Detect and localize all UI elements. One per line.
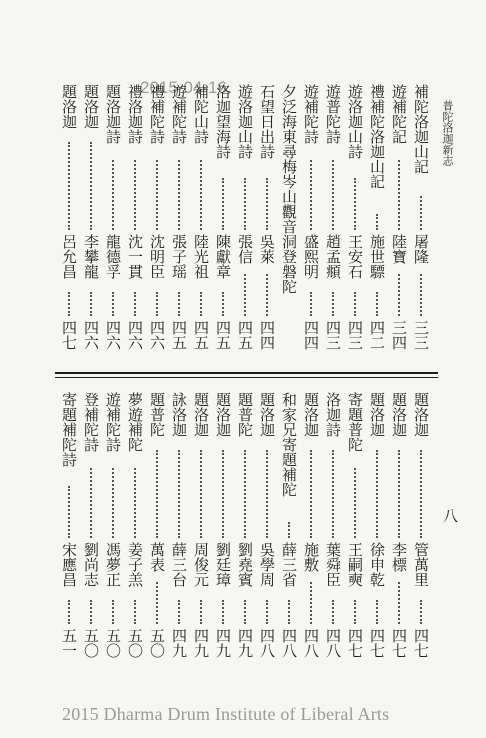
entry-title: 遊補陀詩 xyxy=(302,84,320,144)
entry-page-number: 四九 xyxy=(236,628,254,658)
toc-entry xyxy=(126,392,144,667)
toc-bottom-block xyxy=(0,392,486,692)
leader-dots xyxy=(376,600,380,624)
entry-page-number: 四七 xyxy=(412,628,430,658)
toc-entry xyxy=(324,84,342,359)
toc-entry xyxy=(258,84,276,359)
entry-page-number: 四八 xyxy=(324,628,342,658)
leader-dots xyxy=(112,600,116,624)
entry-page-number: 四六 xyxy=(104,320,122,350)
leader-dots xyxy=(288,522,292,538)
leader-dots xyxy=(288,600,292,624)
entry-author: 管萬里 xyxy=(412,542,430,587)
leader-dots xyxy=(178,450,182,538)
entry-page-number: 五〇 xyxy=(148,628,166,658)
leader-dots xyxy=(68,292,72,316)
leader-dots xyxy=(354,600,358,624)
entry-author: 薛三省 xyxy=(280,542,298,587)
entry-author: 徐申乾 xyxy=(368,542,386,587)
entry-author: 張信 xyxy=(236,234,254,264)
leader-dots xyxy=(200,292,204,316)
entry-page-number: 四二 xyxy=(368,320,386,350)
toc-entry xyxy=(280,84,298,359)
entry-page-number: 五〇 xyxy=(126,628,144,658)
toc-entry xyxy=(346,392,364,667)
leader-dots xyxy=(266,600,270,624)
leader-dots xyxy=(420,196,424,230)
entry-title: 寄題普陀 xyxy=(346,392,364,452)
leader-dots xyxy=(222,178,226,230)
leader-dots xyxy=(156,582,160,624)
leader-dots xyxy=(310,450,314,538)
entry-title: 禮補陀洛迦山記 xyxy=(368,84,386,189)
entry-title: 題普陀 xyxy=(236,392,254,437)
entry-title: 題洛迦 xyxy=(214,392,232,437)
leader-dots xyxy=(134,292,138,316)
leader-dots xyxy=(156,450,160,538)
divider-rule-thin xyxy=(55,377,438,378)
leader-dots xyxy=(354,178,358,230)
leader-dots xyxy=(244,178,248,230)
leader-dots xyxy=(310,160,314,230)
toc-entry xyxy=(390,84,408,359)
leader-dots xyxy=(68,142,72,230)
leader-dots xyxy=(398,274,402,316)
entry-title: 遊補陀記 xyxy=(390,84,408,144)
leader-dots xyxy=(200,450,204,538)
toc-entry xyxy=(104,84,122,359)
leader-dots xyxy=(244,274,248,316)
entry-page-number: 四七 xyxy=(390,628,408,658)
entry-page-number: 四四 xyxy=(258,320,276,350)
leader-dots xyxy=(332,450,336,538)
toc-entry xyxy=(346,84,364,359)
entry-page-number: 五〇 xyxy=(104,628,122,658)
leader-dots xyxy=(200,600,204,624)
leader-dots xyxy=(420,274,424,316)
entry-author: 葉舜臣 xyxy=(324,542,342,587)
entry-author: 馮夢正 xyxy=(104,542,122,587)
leader-dots xyxy=(156,292,160,316)
entry-author: 周俊元 xyxy=(192,542,210,587)
toc-entry xyxy=(82,84,100,359)
toc-entry xyxy=(192,392,210,667)
leader-dots xyxy=(332,600,336,624)
leader-dots xyxy=(310,292,314,316)
leader-dots xyxy=(200,160,204,230)
leader-dots xyxy=(354,468,358,538)
toc-entry xyxy=(236,392,254,667)
leader-dots xyxy=(222,292,226,316)
entry-page-number: 四九 xyxy=(192,628,210,658)
entry-author: 劉尚志 xyxy=(82,542,100,587)
entry-author: 劉廷璋 xyxy=(214,542,232,587)
toc-entry xyxy=(192,84,210,359)
leader-dots xyxy=(420,450,424,538)
leader-dots xyxy=(420,600,424,624)
entry-author: 李標 xyxy=(390,542,408,572)
entry-title: 詠洛迦 xyxy=(170,392,188,437)
entry-title: 禮補陀詩 xyxy=(148,84,166,144)
leader-dots xyxy=(90,142,94,230)
toc-entry xyxy=(302,392,320,667)
entry-title: 和家兄寄題補陀 xyxy=(280,392,298,497)
leader-dots xyxy=(112,292,116,316)
entry-title: 補陀山詩 xyxy=(192,84,210,144)
entry-title: 題洛迦 xyxy=(192,392,210,437)
toc-entry xyxy=(214,392,232,667)
page-number: 八 xyxy=(441,508,459,523)
leader-dots xyxy=(134,160,138,230)
leader-dots xyxy=(68,486,72,538)
date-stamp: 2015-04-16 xyxy=(140,78,227,97)
entry-title: 遊補陀詩 xyxy=(170,84,188,144)
entry-page-number: 四五 xyxy=(170,320,188,350)
entry-page-number: 四八 xyxy=(280,628,298,658)
entry-author: 屠隆 xyxy=(412,234,430,264)
leader-dots xyxy=(222,600,226,624)
book-title-header: 普陀洛迦新志 xyxy=(441,100,454,166)
leader-dots xyxy=(90,600,94,624)
leader-dots xyxy=(398,160,402,230)
entry-page-number: 四六 xyxy=(126,320,144,350)
entry-page-number: 四六 xyxy=(148,320,166,350)
toc-entry xyxy=(60,84,78,359)
leader-dots xyxy=(222,450,226,538)
footer-watermark: 2015 Dharma Drum Institute of Liberal Arts xyxy=(62,704,390,724)
entry-title: 洛迦望海詩 xyxy=(214,84,232,159)
leader-dots xyxy=(134,468,138,538)
entry-author: 劉堯賓 xyxy=(236,542,254,587)
entry-title: 題洛迦詩 xyxy=(104,84,122,144)
entry-page-number: 四六 xyxy=(82,320,100,350)
leader-dots xyxy=(90,292,94,316)
entry-author: 張子瑶 xyxy=(170,234,188,279)
leader-dots xyxy=(156,160,160,230)
toc-entry xyxy=(324,392,342,667)
entry-title: 題洛迦 xyxy=(60,84,78,129)
entry-page-number: 四七 xyxy=(368,628,386,658)
leader-dots xyxy=(68,600,72,624)
entry-page-number: 四四 xyxy=(302,320,320,350)
entry-page-number: 四三 xyxy=(324,320,342,350)
entry-author: 陸光祖 xyxy=(192,234,210,279)
toc-entry xyxy=(412,392,430,667)
entry-title: 遊洛迦山詩 xyxy=(236,84,254,159)
entry-author: 盛熙明 xyxy=(302,234,320,279)
leader-dots xyxy=(90,468,94,538)
entry-author: 趙孟頫 xyxy=(324,234,342,279)
entry-page-number: 三四 xyxy=(390,320,408,350)
toc-entry xyxy=(368,84,386,359)
entry-author: 呂允昌 xyxy=(60,234,78,279)
toc-entry xyxy=(302,84,320,359)
entry-author: 吳萊 xyxy=(258,234,276,264)
entry-author: 施敷 xyxy=(302,542,320,572)
entry-page-number: 四七 xyxy=(346,628,364,658)
leader-dots xyxy=(244,600,248,624)
toc-entry xyxy=(390,392,408,667)
entry-page-number: 四九 xyxy=(170,628,188,658)
entry-title: 題洛迦 xyxy=(302,392,320,437)
entry-title: 遊補陀詩 xyxy=(104,392,122,452)
entry-author: 陳獻章 xyxy=(214,234,232,279)
leader-dots xyxy=(354,292,358,316)
entry-author: 陸寶 xyxy=(390,234,408,264)
entry-title: 題普陀 xyxy=(148,392,166,437)
leader-dots xyxy=(112,468,116,538)
leader-dots xyxy=(310,582,314,624)
toc-entry xyxy=(170,392,188,667)
toc-entry xyxy=(412,84,430,359)
leader-dots xyxy=(178,292,182,316)
leader-dots xyxy=(112,160,116,230)
entry-page-number: 四九 xyxy=(214,628,232,658)
toc-entry xyxy=(104,392,122,667)
toc-entry xyxy=(170,84,188,359)
entry-author: 吳學周 xyxy=(258,542,276,587)
entry-author: 姜子羔 xyxy=(126,542,144,587)
toc-entry xyxy=(236,84,254,359)
toc-entry xyxy=(214,84,232,359)
entry-author: 王嗣奭 xyxy=(346,542,364,587)
entry-page-number: 四五 xyxy=(192,320,210,350)
entry-author: 李攀龍 xyxy=(82,234,100,279)
entry-title: 遊洛迦山詩 xyxy=(346,84,364,159)
entry-author: 王安石 xyxy=(346,234,364,279)
entry-title: 禮洛迦詩 xyxy=(126,84,144,144)
toc-entry xyxy=(148,84,166,359)
leader-dots xyxy=(244,450,248,538)
entry-page-number: 三三 xyxy=(412,320,430,350)
toc-entry xyxy=(126,84,144,359)
leader-dots xyxy=(134,600,138,624)
entry-page-number: 四三 xyxy=(346,320,364,350)
entry-page-number: 五一 xyxy=(60,628,78,658)
entry-page-number: 四七 xyxy=(60,320,78,350)
leader-dots xyxy=(266,450,270,538)
entry-title: 遊普陀詩 xyxy=(324,84,342,144)
entry-page-number: 五〇 xyxy=(82,628,100,658)
toc-entry xyxy=(258,392,276,667)
entry-author: 施世驃 xyxy=(368,234,386,279)
entry-title: 題洛迦 xyxy=(412,392,430,437)
entry-title: 題洛迦 xyxy=(390,392,408,437)
entry-title: 夕泛海東尋梅岑山觀音洞登磐陀 xyxy=(280,84,298,294)
leader-dots xyxy=(398,582,402,624)
leader-dots xyxy=(266,274,270,316)
entry-title: 題洛迦 xyxy=(368,392,386,437)
leader-dots xyxy=(332,292,336,316)
entry-title: 題洛迦 xyxy=(258,392,276,437)
leader-dots xyxy=(376,450,380,538)
leader-dots xyxy=(398,450,402,538)
entry-title: 登補陀詩 xyxy=(82,392,100,452)
toc-entry xyxy=(280,392,298,667)
entry-page-number: 四八 xyxy=(302,628,320,658)
leader-dots xyxy=(266,178,270,230)
toc-entry xyxy=(60,392,78,667)
entry-author: 薛三台 xyxy=(170,542,188,587)
leader-dots xyxy=(376,292,380,316)
entry-author: 萬表 xyxy=(148,542,166,572)
entry-author: 沈一貫 xyxy=(126,234,144,279)
entry-title: 寄題補陀詩 xyxy=(60,392,78,467)
entry-page-number: 四五 xyxy=(214,320,232,350)
leader-dots xyxy=(178,160,182,230)
entry-author: 龍德孚 xyxy=(104,234,122,279)
entry-page-number: 四八 xyxy=(258,628,276,658)
entry-title: 補陀洛迦山記 xyxy=(412,84,430,174)
entry-author: 宋應昌 xyxy=(60,542,78,587)
leader-dots xyxy=(178,600,182,624)
entry-title: 題洛迦 xyxy=(82,84,100,129)
entry-title: 夢遊補陀 xyxy=(126,392,144,452)
toc-top-block xyxy=(0,84,486,384)
divider-rule-thick xyxy=(55,372,438,374)
entry-title: 石望日出詩 xyxy=(258,84,276,159)
leader-dots xyxy=(332,160,336,230)
toc-entry xyxy=(82,392,100,667)
entry-author: 沈明臣 xyxy=(148,234,166,279)
leader-dots xyxy=(376,214,380,230)
toc-entry xyxy=(368,392,386,667)
entry-page-number: 四五 xyxy=(236,320,254,350)
entry-title: 洛迦詩 xyxy=(324,392,342,437)
toc-entry xyxy=(148,392,166,667)
